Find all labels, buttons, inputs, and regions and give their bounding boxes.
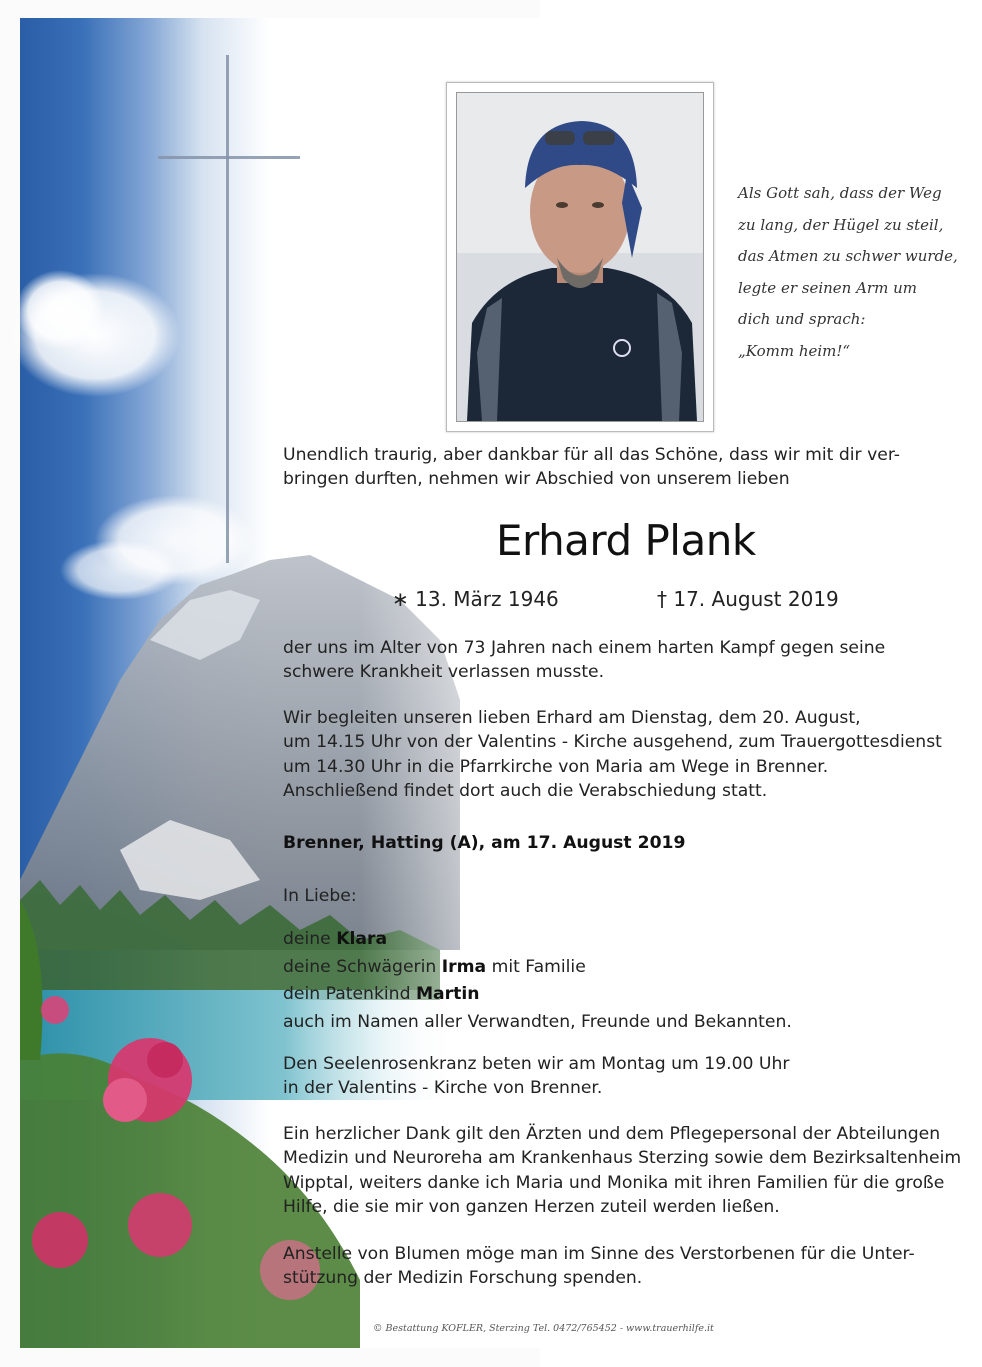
intro-text <box>283 443 900 492</box>
mourners-list <box>283 926 792 1036</box>
portrait-frame <box>446 82 714 432</box>
funeral-home-footer: © Bestattung KOFLER, Sterzing Tel. 0472/765452 - www.trauerhilfe.it <box>373 1323 714 1334</box>
funeral-text <box>283 706 942 804</box>
poem <box>738 178 968 367</box>
poem-line: „Komm heim!“ <box>738 341 851 360</box>
funeral-line: um 14.15 Uhr von der Valentins - Kirche ausgehend, zum Trauergottesdienst <box>283 732 942 753</box>
death-symbol: † <box>657 587 667 611</box>
mourner-name: Irma <box>441 956 487 977</box>
thanks-line: Medizin und Neuroreha am Krankenhaus Sterzing sowie dem Bezirksaltenheim <box>283 1148 962 1169</box>
intro-line: bringen durften, nehmen wir Abschied von unserem lieben <box>283 469 790 490</box>
place-date: Brenner, Hatting (A), am 17. August 2019 <box>283 833 686 853</box>
mourner-line: dein Patenkind Martin <box>283 984 480 1004</box>
intro-line: Unendlich traurig, aber dankbar für all das Schöne, dass wir mit dir ver- <box>283 445 900 465</box>
rosary-text <box>283 1052 789 1101</box>
deceased-name: Erhard Plank <box>496 516 756 565</box>
mourner-name: Martin <box>415 984 480 1004</box>
portrait-photo <box>456 92 704 422</box>
age-line: schwere Krankheit verlassen musste. <box>283 662 605 683</box>
poem-line: zu lang, der Hügel zu steil, <box>738 215 944 234</box>
thanks-line: Hilfe, die sie mir von ganzen Herzen zuteil werden ließen. <box>283 1197 780 1218</box>
thanks-text <box>283 1122 961 1220</box>
mourner-line: deine Schwägerin Irma mit Familie <box>283 956 586 977</box>
rosary-line: Den Seelenrosenkranz beten wir am Montag um 19.00 Uhr <box>283 1054 790 1074</box>
love-heading: In Liebe: <box>283 886 357 906</box>
death-date <box>657 587 839 611</box>
birth-date-text: 13. März 1946 <box>415 587 559 611</box>
age-text <box>283 636 885 685</box>
funeral-line: Anschließend findet dort auch die Verabschiedung statt. <box>283 781 768 802</box>
thanks-line: Ein herzlicher Dank gilt den Ärzten und dem Pflegepersonal der Abteilungen <box>283 1124 941 1144</box>
birth-symbol: ∗ <box>392 587 409 611</box>
flowers-text <box>283 1242 915 1291</box>
birth-date <box>392 587 559 611</box>
age-line: der uns im Alter von 73 Jahren nach einem harten Kampf gegen seine <box>283 638 886 658</box>
funeral-line: Wir begleiten unseren lieben Erhard am Dienstag, dem 20. August, <box>283 708 861 728</box>
flowers-line: stützung der Medizin Forschung spenden. <box>283 1268 643 1289</box>
thanks-line: Wipptal, weiters danke ich Maria und Monika mit ihren Familien für die große <box>283 1172 945 1193</box>
death-date-text: 17. August 2019 <box>673 587 839 611</box>
rosary-line: in der Valentins - Kirche von Brenner. <box>283 1078 603 1099</box>
poem-line: das Atmen zu schwer wurde, <box>738 247 958 265</box>
funeral-line: um 14.30 Uhr in die Pfarrkirche von Maria am Wege in Brenner. <box>283 756 829 777</box>
poem-line: dich und sprach: <box>738 310 866 328</box>
mourner-line: deine Klara <box>283 929 388 949</box>
flowers-line: Anstelle von Blumen möge man im Sinne des Verstorbenen für die Unter- <box>283 1244 915 1264</box>
mourner-line: auch im Namen aller Verwandten, Freunde und Bekannten. <box>283 1011 792 1032</box>
poem-line: Als Gott sah, dass der Weg <box>738 184 942 202</box>
poem-line: legte er seinen Arm um <box>738 278 917 297</box>
mourner-name: Klara <box>336 929 388 949</box>
